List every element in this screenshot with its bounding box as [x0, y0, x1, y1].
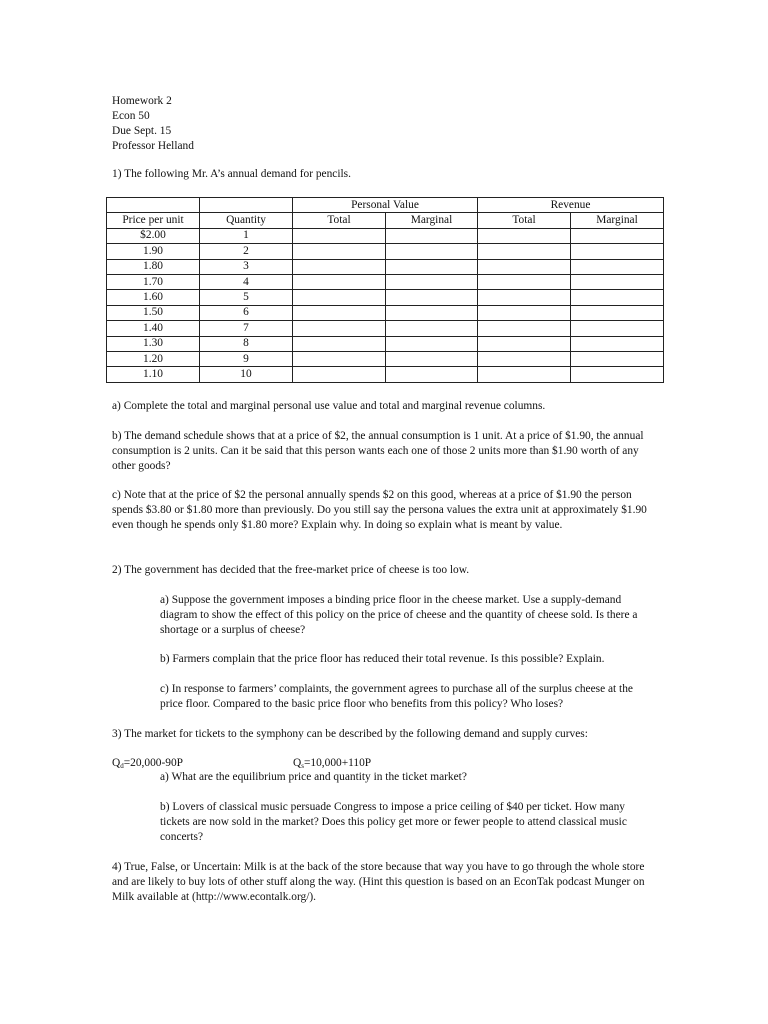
- price-cell: 1.60: [107, 290, 200, 305]
- pencil-demand-table: [106, 197, 664, 383]
- table-row: [107, 228, 664, 243]
- price-cell: 1.50: [107, 305, 200, 320]
- price-cell: 1.90: [107, 244, 200, 259]
- table-column-header-row: [107, 213, 664, 228]
- table-row: [107, 244, 664, 259]
- pv-marginal-cell[interactable]: [386, 228, 478, 243]
- table-row: [107, 367, 664, 382]
- table-group-header-row: [107, 198, 664, 213]
- pv-marginal-cell[interactable]: [386, 244, 478, 259]
- professor-name: Professor Helland: [112, 140, 194, 152]
- price-cell: 1.80: [107, 259, 200, 274]
- revenue-total-cell[interactable]: [478, 336, 571, 351]
- question-3b: b) Lovers of classical music persuade Congress to impose a price ceiling of $40 per ticket. How many tickets are now sold in the market? Does this policy get more or fewer people to attend classical music concerts?: [160, 801, 627, 843]
- revenue-total-cell[interactable]: [478, 367, 571, 382]
- pv-total-cell[interactable]: [293, 305, 386, 320]
- document-header: [112, 94, 194, 154]
- revenue-marginal-cell[interactable]: [571, 336, 664, 351]
- table-corner-cell: [107, 198, 200, 213]
- quantity-cell: 6: [200, 305, 293, 320]
- revenue-total-cell[interactable]: [478, 351, 571, 366]
- pv-total-cell[interactable]: [293, 228, 386, 243]
- supply-expression: =10,000+110P: [303, 757, 372, 769]
- revenue-marginal-cell[interactable]: [571, 290, 664, 305]
- revenue-total-cell[interactable]: [478, 259, 571, 274]
- price-cell: 1.30: [107, 336, 200, 351]
- pv-marginal-column-header: Marginal: [386, 213, 478, 228]
- quantity-cell: 9: [200, 351, 293, 366]
- table-row: [107, 305, 664, 320]
- quantity-column-header: Quantity: [200, 213, 293, 228]
- table-row: [107, 336, 664, 351]
- pv-total-cell[interactable]: [293, 274, 386, 289]
- course-name: Econ 50: [112, 110, 150, 122]
- revenue-total-cell[interactable]: [478, 305, 571, 320]
- question-2a: a) Suppose the government imposes a binding price floor in the cheese market. Use a supply-demand diagram to show the effect of this policy on the price of cheese and the quantity of cheese sold. Is there a shortage or a surplus of cheese?: [160, 594, 638, 636]
- table-row: [107, 259, 664, 274]
- pv-total-cell[interactable]: [293, 290, 386, 305]
- revenue-marginal-cell[interactable]: [571, 274, 664, 289]
- quantity-cell: 8: [200, 336, 293, 351]
- question-3-intro: 3) The market for tickets to the symphony can be described by the following demand and supply curves:: [112, 728, 588, 740]
- revenue-marginal-cell[interactable]: [571, 244, 664, 259]
- personal-value-group-header: Personal Value: [293, 198, 478, 213]
- table-row: [107, 321, 664, 336]
- revenue-total-cell[interactable]: [478, 244, 571, 259]
- supply-subscript: s: [301, 762, 304, 770]
- question-1c: c) Note that at the price of $2 the personal annually spends $2 on this good, whereas at a price of $1.90 the person spends $3.80 or $1.80 more than previously. Do you still say the persona values the extra unit at approximately $1.90 even though he spends only $1.80 more? Explain why. In doing so explain what is meant by value.: [112, 489, 647, 531]
- question-2b: b) Farmers complain that the price floor has reduced their total revenue. Is this possible? Explain.: [160, 653, 605, 665]
- price-column-header: Price per unit: [107, 213, 200, 228]
- pv-marginal-cell[interactable]: [386, 336, 478, 351]
- pv-marginal-cell[interactable]: [386, 290, 478, 305]
- revenue-marginal-cell[interactable]: [571, 321, 664, 336]
- revenue-group-header: Revenue: [478, 198, 664, 213]
- revenue-total-column-header: Total: [478, 213, 571, 228]
- question-2c: c) In response to farmers’ complaints, the government agrees to purchase all of the surplus cheese at the price floor. Compared to the basic price floor who benefits from this policy? Who loses?: [160, 683, 633, 710]
- pv-total-cell[interactable]: [293, 351, 386, 366]
- price-cell: 1.40: [107, 321, 200, 336]
- demand-symbol: Q: [112, 757, 121, 769]
- table-row: [107, 274, 664, 289]
- question-2-intro: 2) The government has decided that the free-market price of cheese is too low.: [112, 564, 470, 576]
- table-row: [107, 351, 664, 366]
- price-cell: $2.00: [107, 228, 200, 243]
- revenue-marginal-cell[interactable]: [571, 351, 664, 366]
- quantity-cell: 3: [200, 259, 293, 274]
- quantity-cell: 1: [200, 228, 293, 243]
- table-row: [107, 290, 664, 305]
- pv-total-cell[interactable]: [293, 259, 386, 274]
- demand-subscript: d: [120, 762, 124, 770]
- quantity-cell: 10: [200, 367, 293, 382]
- table-corner-cell: [200, 198, 293, 213]
- question-1a: a) Complete the total and marginal personal use value and total and marginal revenue columns.: [112, 400, 546, 412]
- pv-total-column-header: Total: [293, 213, 386, 228]
- question-1-intro: 1) The following Mr. A’s annual demand for pencils.: [112, 168, 351, 180]
- pv-total-cell[interactable]: [293, 336, 386, 351]
- pv-marginal-cell[interactable]: [386, 305, 478, 320]
- revenue-marginal-cell[interactable]: [571, 259, 664, 274]
- pv-total-cell[interactable]: [293, 244, 386, 259]
- revenue-marginal-column-header: Marginal: [571, 213, 664, 228]
- revenue-total-cell[interactable]: [478, 290, 571, 305]
- question-4: 4) True, False, or Uncertain: Milk is at the back of the store because that way you have to go through the whole store and are likely to buy lots of other stuff along the way. (Hint this question is based on an EconTak podcast Munger on Milk available at (http://www.econtalk.org/).: [112, 861, 645, 903]
- pv-marginal-cell[interactable]: [386, 259, 478, 274]
- question-3a: a) What are the equilibrium price and quantity in the ticket market?: [160, 771, 467, 783]
- supply-symbol: Q: [293, 757, 302, 769]
- pv-total-cell[interactable]: [293, 321, 386, 336]
- pv-marginal-cell[interactable]: [386, 367, 478, 382]
- price-cell: 1.20: [107, 351, 200, 366]
- revenue-marginal-cell[interactable]: [571, 305, 664, 320]
- price-cell: 1.10: [107, 367, 200, 382]
- due-date: Due Sept. 15: [112, 125, 172, 137]
- revenue-total-cell[interactable]: [478, 321, 571, 336]
- pv-marginal-cell[interactable]: [386, 351, 478, 366]
- quantity-cell: 2: [200, 244, 293, 259]
- pv-marginal-cell[interactable]: [386, 274, 478, 289]
- price-cell: 1.70: [107, 274, 200, 289]
- quantity-cell: 4: [200, 274, 293, 289]
- revenue-marginal-cell[interactable]: [571, 228, 664, 243]
- homework-title: Homework 2: [112, 95, 172, 107]
- pv-marginal-cell[interactable]: [386, 321, 478, 336]
- revenue-total-cell[interactable]: [478, 274, 571, 289]
- question-1b: b) The demand schedule shows that at a price of $2, the annual consumption is 1 unit. At a price of $1.90, the annual consumption is 2 units. Can it be said that this person wants each one of those 2 units more than $1.90 worth of any other goods?: [112, 430, 644, 472]
- demand-expression: =20,000-90P: [123, 757, 184, 769]
- revenue-total-cell[interactable]: [478, 228, 571, 243]
- quantity-cell: 5: [200, 290, 293, 305]
- quantity-cell: 7: [200, 321, 293, 336]
- pv-total-cell[interactable]: [293, 367, 386, 382]
- revenue-marginal-cell[interactable]: [571, 367, 664, 382]
